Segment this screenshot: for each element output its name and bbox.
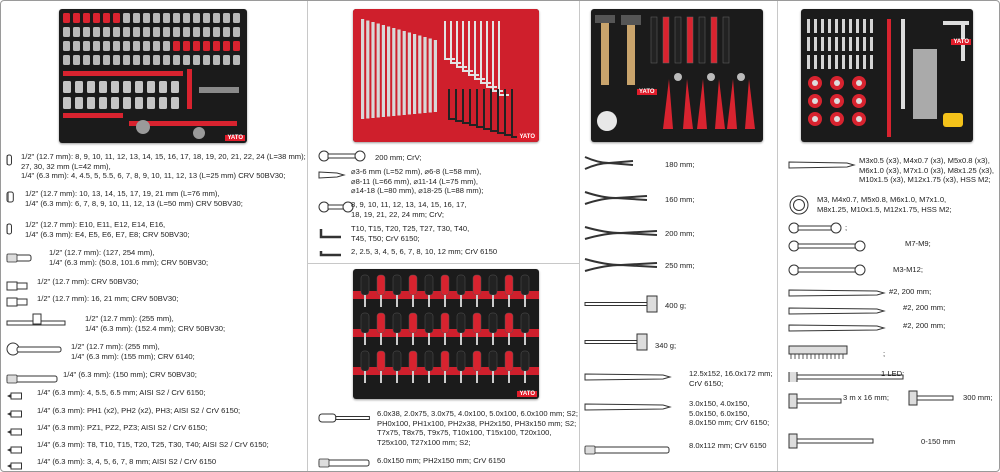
torx-socket-icon <box>5 222 19 240</box>
spec-text: 200 mm; <box>665 229 695 238</box>
spec-text: 3 m x 16 mm; <box>843 393 889 402</box>
sockets-tray-image <box>59 9 247 143</box>
torx-key-icon <box>317 225 345 246</box>
spec-text: 1/2" (12.7 mm): (255 mm), <box>85 314 174 323</box>
taps-tray-image <box>801 9 973 142</box>
panel-pliers-hammers <box>579 1 778 471</box>
spec-text: ; <box>883 349 886 358</box>
adjustable-wrench-icon <box>317 149 367 168</box>
extension-bar-icon <box>5 250 35 268</box>
chisel-icon <box>583 369 673 387</box>
tape-measure-icon <box>787 389 845 418</box>
spec-text: 200 mm; CrV; <box>375 153 422 162</box>
tray-photo-screwdrivers <box>353 269 539 399</box>
diagonal-cutter-icon <box>583 155 635 176</box>
scraper-icon <box>787 285 887 303</box>
pozidriv-bit-icon <box>5 424 35 442</box>
long-screwdriver-icon <box>317 455 373 472</box>
spec-text: ⌀14-18 (L=80 mm), ⌀18-25 (L=88 mm); <box>351 186 484 196</box>
spec-text: 5.0x150, 6.0x150, <box>689 408 750 418</box>
tray-photo-sockets <box>59 9 247 143</box>
spec-text: PH0x100, PH1x100, PH2x38, PH2x150, PH3x150 mm; S2; <box>377 418 577 428</box>
spec-text: 27, 30, 32 mm (L=42 mm), <box>21 161 111 171</box>
wire-brush-icon <box>787 341 851 364</box>
spec-text: 8.0x150 mm; CrV 6150; <box>689 418 770 428</box>
spec-text: 1/2" (12.7 mm): CRV 50BV30; <box>37 277 139 286</box>
spec-text: 1/4" (6.3 mm): PZ1, PZ2, PZ3; AISI S2 / CrV 6150; <box>37 423 208 432</box>
spec-text: M10x1.5 (x3), M12x1.75 (x3), HSS M2; <box>859 175 991 185</box>
panel-sockets <box>1 1 308 471</box>
hex-key-icon <box>317 246 345 264</box>
spec-text: M8x1.25, M10x1.5, M12x1.75, HSS M2; <box>817 204 952 214</box>
spec-text: #2, 200 mm; <box>903 303 946 312</box>
spec-text: 8, 9, 10, 11, 12, 13, 14, 15, 16, 17, <box>351 200 467 209</box>
spec-text: 18, 19, 21, 22, 24 mm; CrV; <box>351 209 444 219</box>
spec-text: 1/2" (12.7 mm): 8, 9, 10, 11, 12, 13, 14, 15, 16, 17, 18, 19, 20, 21, 22, 24 (L=38 mm); <box>21 152 306 161</box>
caliper-icon <box>787 429 877 458</box>
screwdrivers-tray-image <box>353 269 539 399</box>
spec-text: T7x75, T8x75, T9x75, T10x100, T15x100, T20x100, <box>377 428 552 438</box>
spec-text: 250 mm; <box>665 261 695 270</box>
spec-text: T25x100, T27x100 mm; S2; <box>377 437 471 447</box>
spec-text: T45, T50; CrV 6150; <box>351 233 420 243</box>
ratchet-icon <box>5 342 65 361</box>
brand-logo: YATO <box>639 89 655 95</box>
spec-text: #2, 200 mm; <box>889 287 932 296</box>
brand-logo: YATO <box>519 134 535 140</box>
long-nose-pliers-icon <box>583 225 659 246</box>
spec-text: CrV 6150; <box>689 378 724 388</box>
pliers-tray-image <box>591 9 763 142</box>
spec-text: 160 mm; <box>665 195 695 204</box>
punch-set-icon <box>583 399 673 417</box>
spec-text: 400 g; <box>665 301 687 310</box>
spec-text: 1/4" (6.3 mm): T8, T10, T15, T20, T25, T30, T40; AISI S2 / CrV 6150; <box>37 440 269 449</box>
die-holder-icon <box>787 263 867 282</box>
tap-wrench-icon <box>787 221 843 240</box>
file-icon <box>787 303 887 321</box>
spec-text: 1/4" (6.3 mm): (152.4 mm); CRV 50BV30; <box>85 323 226 333</box>
wrenches-tray-image <box>353 9 539 142</box>
combination-wrench-icon <box>317 200 355 219</box>
spec-text: M7-M9; <box>905 239 931 248</box>
water-pump-pliers-icon <box>583 255 659 280</box>
spec-text: 1/2" (12.7 mm): (255 mm), <box>71 342 160 351</box>
spec-text: 1/2" (12.7 mm): 16, 21 mm; CRV 50BV30; <box>37 294 179 303</box>
combination-pliers-icon <box>583 189 649 212</box>
spec-text: 1/4" (6.3 mm): (155 mm); CRV 6140; <box>71 351 195 361</box>
tray-photo-pliers <box>591 9 763 142</box>
pin-punch-icon <box>317 168 347 186</box>
spec-text: ⌀8-11 (L=66 mm), ⌀11-14 (L=75 mm), <box>351 176 479 186</box>
spec-text: 1/4" (6.3 mm): 4, 5.5, 6.5 mm; AISI S2 / CrV 6150; <box>37 388 206 397</box>
spec-text: T10, T15, T20, T25, T27, T30, T40, <box>351 224 470 233</box>
brand-logo: YATO <box>227 135 243 141</box>
spinner-handle-icon <box>5 371 61 389</box>
spec-text: 1/2" (12.7 mm): E10, E11, E12, E14, E16, <box>25 220 166 229</box>
spec-text: 1/2" (12.7 mm): (127, 254 mm), <box>49 248 155 257</box>
spec-text: 1/4" (6.3 mm): (150 mm); CRV 50BV30; <box>63 370 197 379</box>
flat-bit-icon <box>5 458 35 472</box>
spec-text: 1/4" (6.3 mm): E4, E5, E6, E7, E8; CRV 50BV30; <box>25 229 190 239</box>
center-punch-icon <box>583 442 673 460</box>
spec-text: M3x0.5 (x3), M4x0.7 (x3), M5x0.8 (x3), <box>859 156 990 165</box>
hex-bit-icon <box>5 388 35 406</box>
spec-text: 2, 2.5, 3, 4, 5, 6, 7, 8, 10, 12 mm; CrV 6150 <box>351 247 498 256</box>
spec-text: ⌀3-6 mm (L=52 mm), ⌀6-8 (L=58 mm), <box>351 167 482 176</box>
spec-text: 1/4" (6.3 mm): 6, 7, 8, 9, 10, 11, 12, 13 (L=50 mm) CRV 50BV30; <box>25 198 243 208</box>
spec-text: 300 mm; <box>963 393 993 402</box>
spec-text: 6.0x38, 2.0x75, 3.0x75, 4.0x100, 5.0x100, 6.0x100 mm; S2; <box>377 409 578 418</box>
spec-text: 1/4" (6.3 mm): 4, 4.5, 5, 5.5, 6, 7, 8, 9, 10, 11, 12, 13 (L=25 mm) CRV 50BV30; <box>21 171 286 181</box>
adapter-icon <box>5 294 31 312</box>
spec-text: M6x1.0 (x3), M7x1.0 (x3), M8x1.25 (x3), <box>859 165 995 175</box>
rubber-mallet-icon <box>583 329 653 360</box>
screwdriver-icon <box>317 411 373 429</box>
square-icon <box>907 383 957 418</box>
spec-text: ; <box>845 223 848 232</box>
die-icon <box>787 194 811 221</box>
tap-icon <box>787 158 857 176</box>
spec-text: 1 LED; <box>881 369 905 378</box>
spec-text: #2, 200 mm; <box>903 321 946 330</box>
spec-text: 1/2" (12.7 mm): 10, 13, 14, 15, 17, 19, 21 mm (L=76 mm), <box>25 189 220 198</box>
spec-text: 340 g; <box>655 341 677 350</box>
spec-text: 1/4" (6.3 mm): (50.8, 101.6 mm); CRV 50BV30; <box>49 257 209 267</box>
tray-photo-taps <box>801 9 973 142</box>
brand-logo: YATO <box>953 39 969 45</box>
spec-text: 3.0x150, 4.0x150, <box>689 399 750 408</box>
phillips-bit-icon <box>5 406 35 424</box>
divider <box>307 263 579 264</box>
half-round-file-icon <box>787 320 887 338</box>
spec-text: 6.0x150 mm; PH2x150 mm; CrV 6150 <box>377 456 506 465</box>
socket-icon <box>5 153 19 171</box>
panel-taps-measuring <box>777 1 999 471</box>
spec-text: M3-M12; <box>893 265 923 274</box>
spec-text: 180 mm; <box>665 160 695 169</box>
spec-text: 1/4" (6.3 mm): 3, 4, 5, 6, 7, 8 mm; AISI S2 / CrV 6150 <box>37 457 217 466</box>
t-bar-icon <box>5 313 69 336</box>
hammer-icon <box>583 293 663 320</box>
spec-text: 8.0x112 mm; CrV 6150 <box>689 441 767 450</box>
panel-wrenches <box>307 1 580 471</box>
tray-photo-wrenches <box>353 9 539 142</box>
deep-socket-icon <box>5 189 19 210</box>
spec-text: M3, M4x0.7, M5x0.8, M6x1.0, M7x1.0, <box>817 195 947 204</box>
brand-logo: YATO <box>519 391 535 397</box>
spec-text: 0-150 mm <box>921 437 956 446</box>
tap-holder-icon <box>787 239 867 257</box>
spec-text: 1/4" (6.3 mm): PH1 (x2), PH2 (x2), PH3; AISI S2 / CrV 6150; <box>37 406 241 415</box>
spec-text: 12.5x152, 16.0x172 mm; <box>689 369 773 378</box>
